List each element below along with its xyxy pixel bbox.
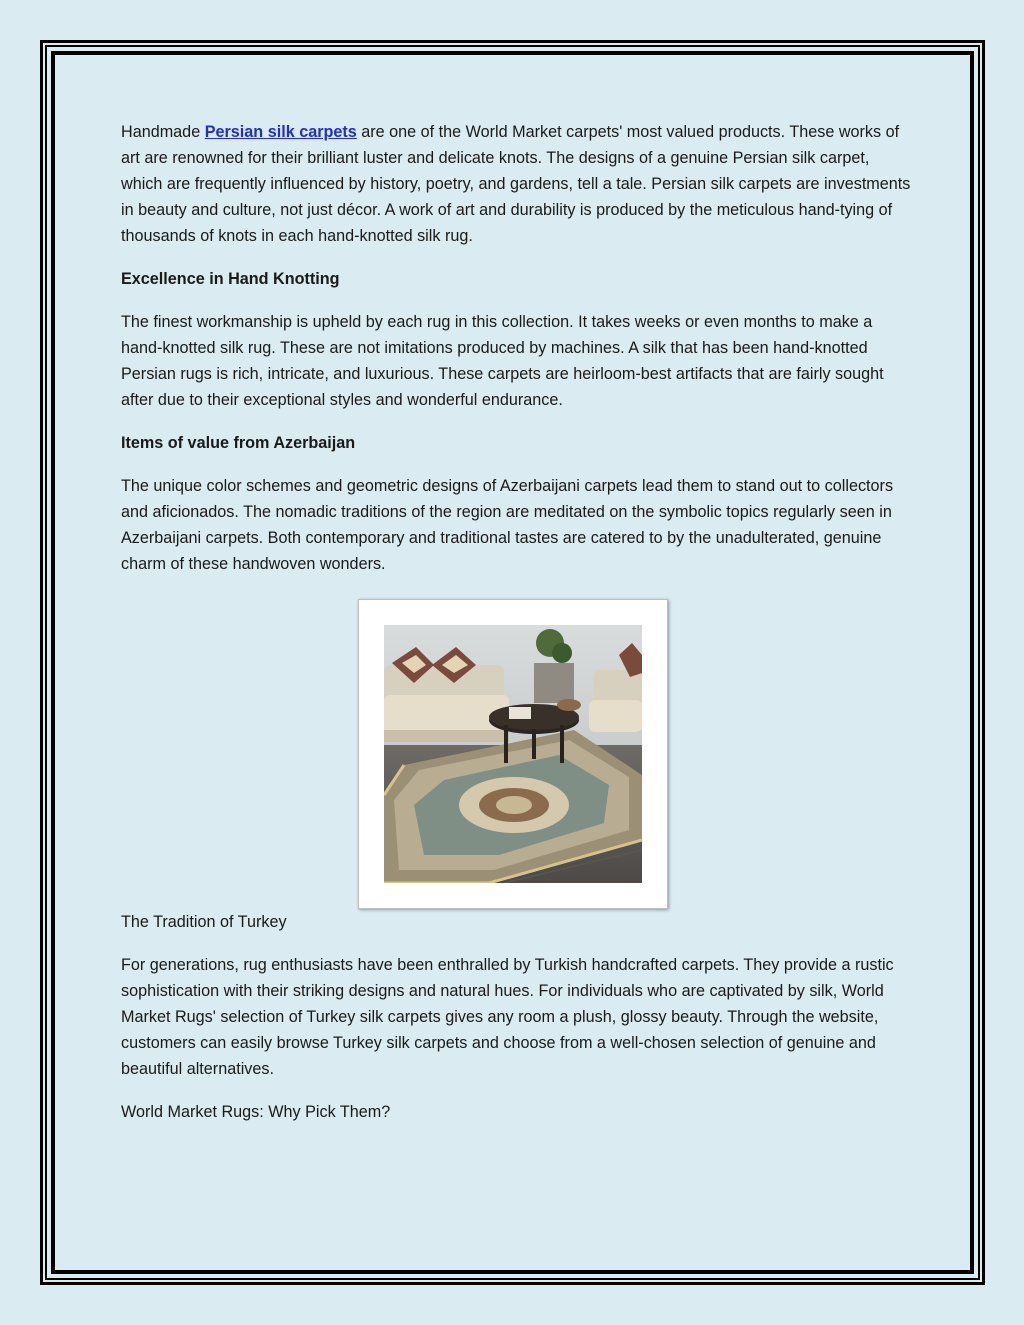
heading-hand-knotting: Excellence in Hand Knotting (121, 270, 340, 288)
intro-text-rest: are one of the World Market carpets' most valued products. These works of art are renowned for their brilliant luster and delicate knots. The designs of a genuine Persian silk carpet, which are frequently influenced by history, poetry, and gardens, tell a tale. Persian silk carpets are investments in beauty and culture, not just décor. A work of art and durability is produced by the meticulous hand-tying of thousands of knots in each hand-knotted silk rug. (121, 123, 911, 245)
heading-why-world-market: World Market Rugs: Why Pick Them? (121, 1103, 391, 1121)
heading-azerbaijan: Items of value from Azerbaijan (121, 434, 356, 452)
intro-paragraph (121, 119, 911, 249)
rug-photo-illustration (384, 625, 642, 883)
hand-knotting-paragraph: The finest workmanship is upheld by each rug in this collection. It takes weeks or even months to make a hand-knotted silk rug. These are not imitations produced by machines. A silk that has been hand-knotted Persian rugs is rich, intricate, and luxurious. These carpets are heirloom-best artifacts that are fairly sought after due to their exceptional styles and wonderful endurance. (121, 313, 884, 409)
rug-photo-frame (358, 599, 668, 909)
heading-turkey: The Tradition of Turkey (121, 913, 287, 931)
document-body (121, 119, 911, 1142)
rug-living-room-photo (384, 625, 642, 883)
azerbaijan-paragraph: The unique color schemes and geometric designs of Azerbaijani carpets lead them to stand out to collectors and aficionados. The nomadic traditions of the region are meditated on the symbolic topics regularly seen in Azerbaijani carpets. Both contemporary and traditional tastes are catered to by the unadulterated, genuine charm of these handwoven wonders. (121, 477, 894, 573)
turkey-paragraph: For generations, rug enthusiasts have been enthralled by Turkish handcrafted carpets. They provide a rustic sophistication with their striking designs and natural hues. For individuals who are captivated by silk, World Market Rugs' selection of Turkey silk carpets gives any room a plush, glossy beauty. Through the website, customers can easily browse Turkey silk carpets and choose from a well-chosen selection of genuine and beautiful alternatives. (121, 956, 894, 1078)
intro-text-start: Handmade (121, 123, 205, 141)
persian-silk-carpets-link[interactable]: Persian silk carpets (204, 123, 357, 141)
